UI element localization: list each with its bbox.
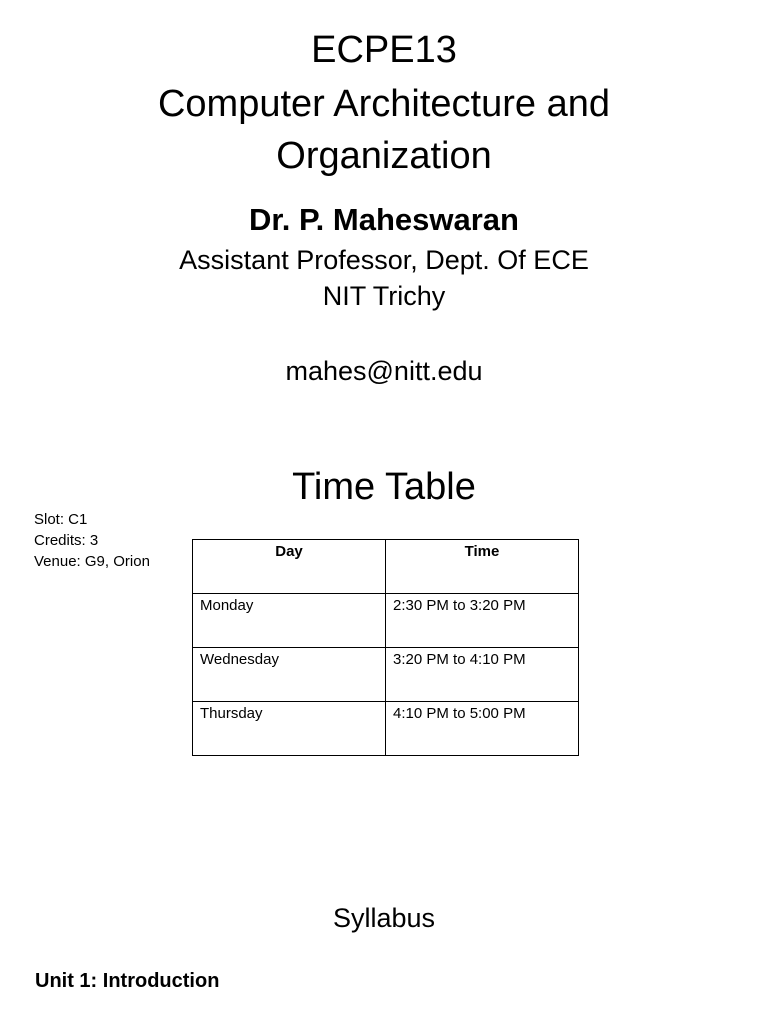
instructor-institute: NIT Trichy — [322, 281, 446, 311]
course-info — [34, 509, 150, 572]
instructor-designation: Assistant Professor, Dept. Of ECE — [179, 245, 589, 275]
instructor-name: Dr. P. Maheswaran — [249, 202, 519, 237]
course-title-line-2: Organization — [276, 135, 492, 177]
course-title-line-1: Computer Architecture and — [157, 83, 610, 125]
day-cell: Thursday — [193, 702, 386, 756]
slot-info: Slot: C1 — [34, 511, 88, 528]
timetable — [192, 539, 579, 756]
table-row — [193, 648, 579, 702]
timetable-header-row — [193, 540, 579, 594]
credits-info: Credits: 3 — [34, 532, 99, 549]
column-header-day: Day — [193, 540, 386, 594]
time-cell: 4:10 PM to 5:00 PM — [386, 702, 579, 756]
column-header-time: Time — [386, 540, 579, 594]
time-cell: 2:30 PM to 3:20 PM — [386, 594, 579, 648]
day-cell: Monday — [193, 594, 386, 648]
course-code: ECPE13 — [311, 29, 457, 71]
table-row — [193, 702, 579, 756]
instructor-email: mahes@nitt.edu — [285, 356, 483, 386]
venue-info: Venue: G9, Orion — [34, 553, 150, 570]
table-row — [193, 594, 579, 648]
time-cell: 3:20 PM to 4:10 PM — [386, 648, 579, 702]
day-cell: Wednesday — [193, 648, 386, 702]
timetable-title: Time Table — [292, 466, 476, 508]
course-title — [0, 78, 768, 182]
syllabus-title: Syllabus — [332, 903, 436, 933]
unit-1-heading: Unit 1: Introduction — [35, 970, 220, 992]
